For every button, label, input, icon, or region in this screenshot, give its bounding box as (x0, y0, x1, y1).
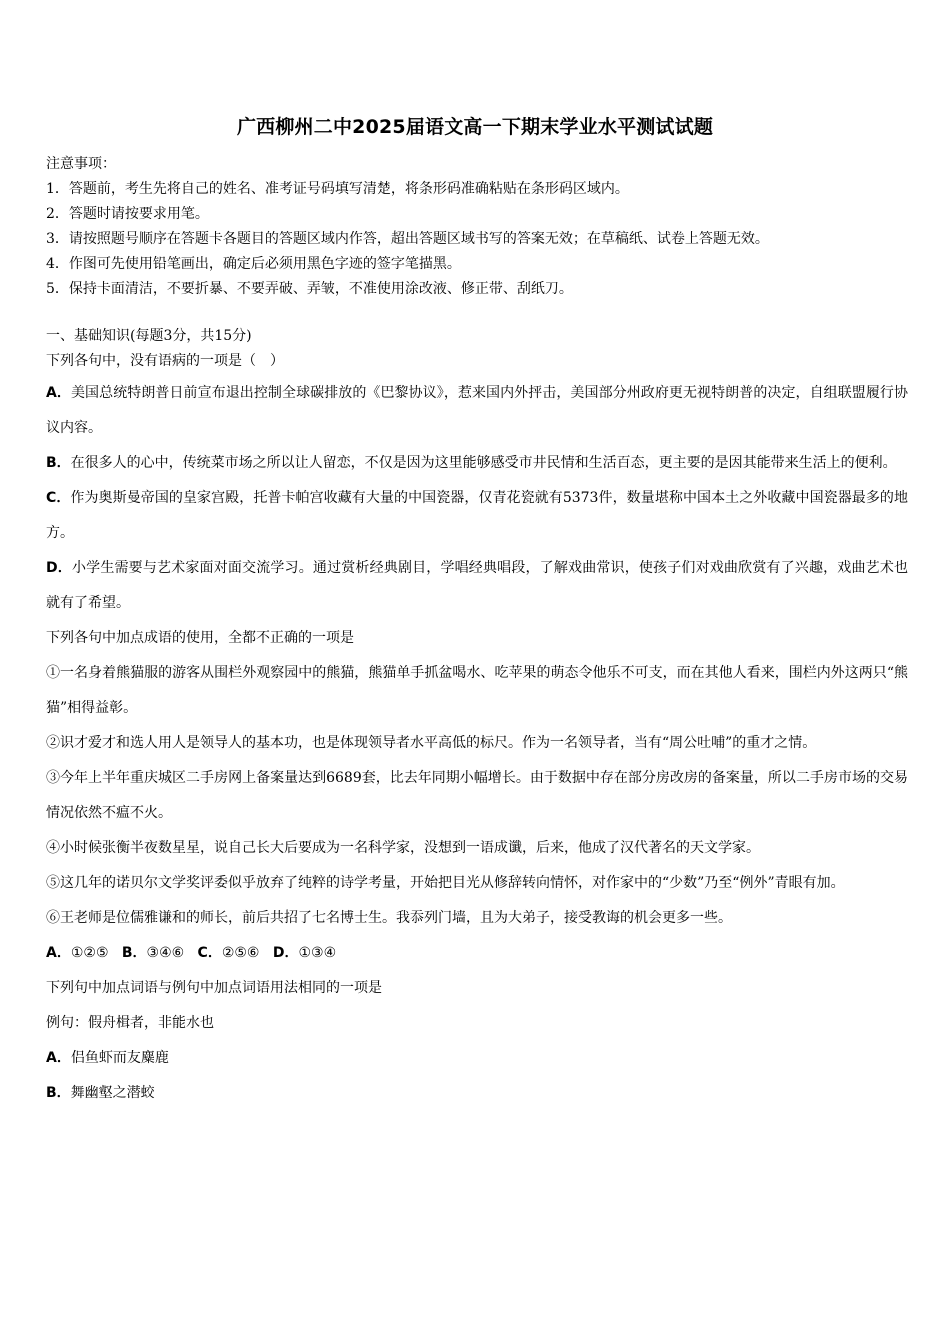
option-label: C． (197, 945, 222, 961)
question-3-option-b (46, 1076, 908, 1111)
question-2-item: ③今年上半年重庆城区二手房网上备案量达到6689套，比去年同期小幅增长。由于数据中存在部分房改房的备案量，所以二手房市场的交易情况依然不瘟不火。 (46, 770, 908, 821)
question-1-stem: 下列各句中，没有语病的一项是（ ） (46, 353, 284, 369)
section-basic-knowledge (46, 324, 908, 1111)
option-label: A． (46, 1050, 71, 1066)
question-1-option-c (46, 481, 908, 551)
option-text: 舞幽壑之潜蛟 (70, 1085, 155, 1101)
notice-item: 4．作图可先使用铅笔画出，确定后必须用黑色字迹的签字笔描黑。 (46, 256, 461, 272)
question-2-stem: 下列各句中加点成语的使用，全都不正确的一项是 (46, 630, 354, 646)
notice-item: 2．答题时请按要求用笔。 (46, 206, 209, 222)
option-label: B． (46, 455, 71, 471)
notice-section (46, 152, 769, 302)
question-3-stem: 下列句中加点词语与例句中加点词语用法相同的一项是 (46, 980, 382, 996)
question-3-example: 例句：假舟楫者，非能水也 (46, 1015, 214, 1031)
notice-heading: 注意事项： (46, 156, 116, 172)
question-2-item: ⑥王老师是位儒雅谦和的师长，前后共招了七名博士生。我忝列门墙，且为大弟子，接受教诲的机会更多一些。 (46, 910, 732, 926)
notice-item: 3．请按照题号顺序在答题卡各题目的答题区域内作答，超出答题区域书写的答案无效；在草稿纸、试卷上答题无效。 (46, 231, 769, 247)
option-text: ①③④ (298, 945, 337, 961)
question-3-option-a (46, 1041, 908, 1076)
option-text: 小学生需要与艺术家面对面交流学习。通过赏析经典剧目，学唱经典唱段，了解戏曲常识，使孩子们对戏曲欣赏有了兴趣，戏曲艺术也就有了希望。 (46, 560, 908, 611)
option-text: 侣鱼虾而友麋鹿 (70, 1050, 169, 1066)
question-2-item: ④小时候张衡半夜数星星，说自己长大后要成为一名科学家，没想到一语成谶，后来，他成了汉代著名的天文学家。 (46, 840, 760, 856)
option-label: D． (46, 560, 72, 576)
option-label: B． (121, 945, 147, 961)
option-text: 作为奥斯曼帝国的皇家宫殿，托普卡帕宫收藏有大量的中国瓷器，仅青花瓷就有5373件，数量堪称中国本土之外收藏中国瓷器最多的地方。 (46, 490, 908, 541)
option-label: B． (46, 1085, 71, 1101)
option-text: ②⑤⑥ (221, 945, 260, 961)
option-text: ①②⑤ (70, 945, 109, 961)
option-label: A． (46, 945, 71, 961)
notice-item: 1．答题前，考生先将自己的姓名、准考证号码填写清楚，将条形码准确粘贴在条形码区域内。 (46, 181, 629, 197)
option-text: 在很多人的心中，传统菜市场之所以让人留恋，不仅是因为这里能够感受市井民情和生活百态，更主要的是因其能带来生活上的便利。 (70, 455, 897, 471)
option-text: ③④⑥ (146, 945, 185, 961)
page-title: 广西柳州二中2025届语文高一下期末学业水平测试试题 (236, 116, 714, 138)
question-2-item: ①一名身着熊猫服的游客从围栏外观察园中的熊猫，熊猫单手抓盆喝水、吃苹果的萌态令他乐不可支，而在其他人看来，围栏内外这两只“熊猫”相得益彰。 (46, 665, 908, 716)
option-label: D． (272, 945, 299, 961)
section-heading: 一、基础知识(每题3分，共15分) (46, 328, 252, 344)
question-1-option-a (46, 376, 908, 446)
question-2-options (46, 936, 908, 971)
option-label: C． (46, 490, 71, 506)
question-1-option-b (46, 446, 908, 481)
question-2-item: ②识才爱才和选人用人是领导人的基本功，也是体现领导者水平高低的标尺。作为一名领导者，当有“周公吐哺”的重才之情。 (46, 735, 817, 751)
notice-item: 5．保持卡面清洁，不要折暴、不要弄破、弄皱，不准使用涂改液、修正带、刮纸刀。 (46, 281, 573, 297)
question-2-item: ⑤这几年的诺贝尔文学奖评委似乎放弃了纯粹的诗学考量，开始把目光从修辞转向情怀，对作家中的“少数”乃至“例外”青眼有加。 (46, 875, 845, 891)
option-text: 美国总统特朗普日前宣布退出控制全球碳排放的《巴黎协议》，惹来国内外抨击，美国部分州政府更无视特朗普的决定，自组联盟履行协议内容。 (46, 385, 909, 436)
option-label: A． (46, 385, 71, 401)
question-1-option-d (46, 551, 908, 621)
